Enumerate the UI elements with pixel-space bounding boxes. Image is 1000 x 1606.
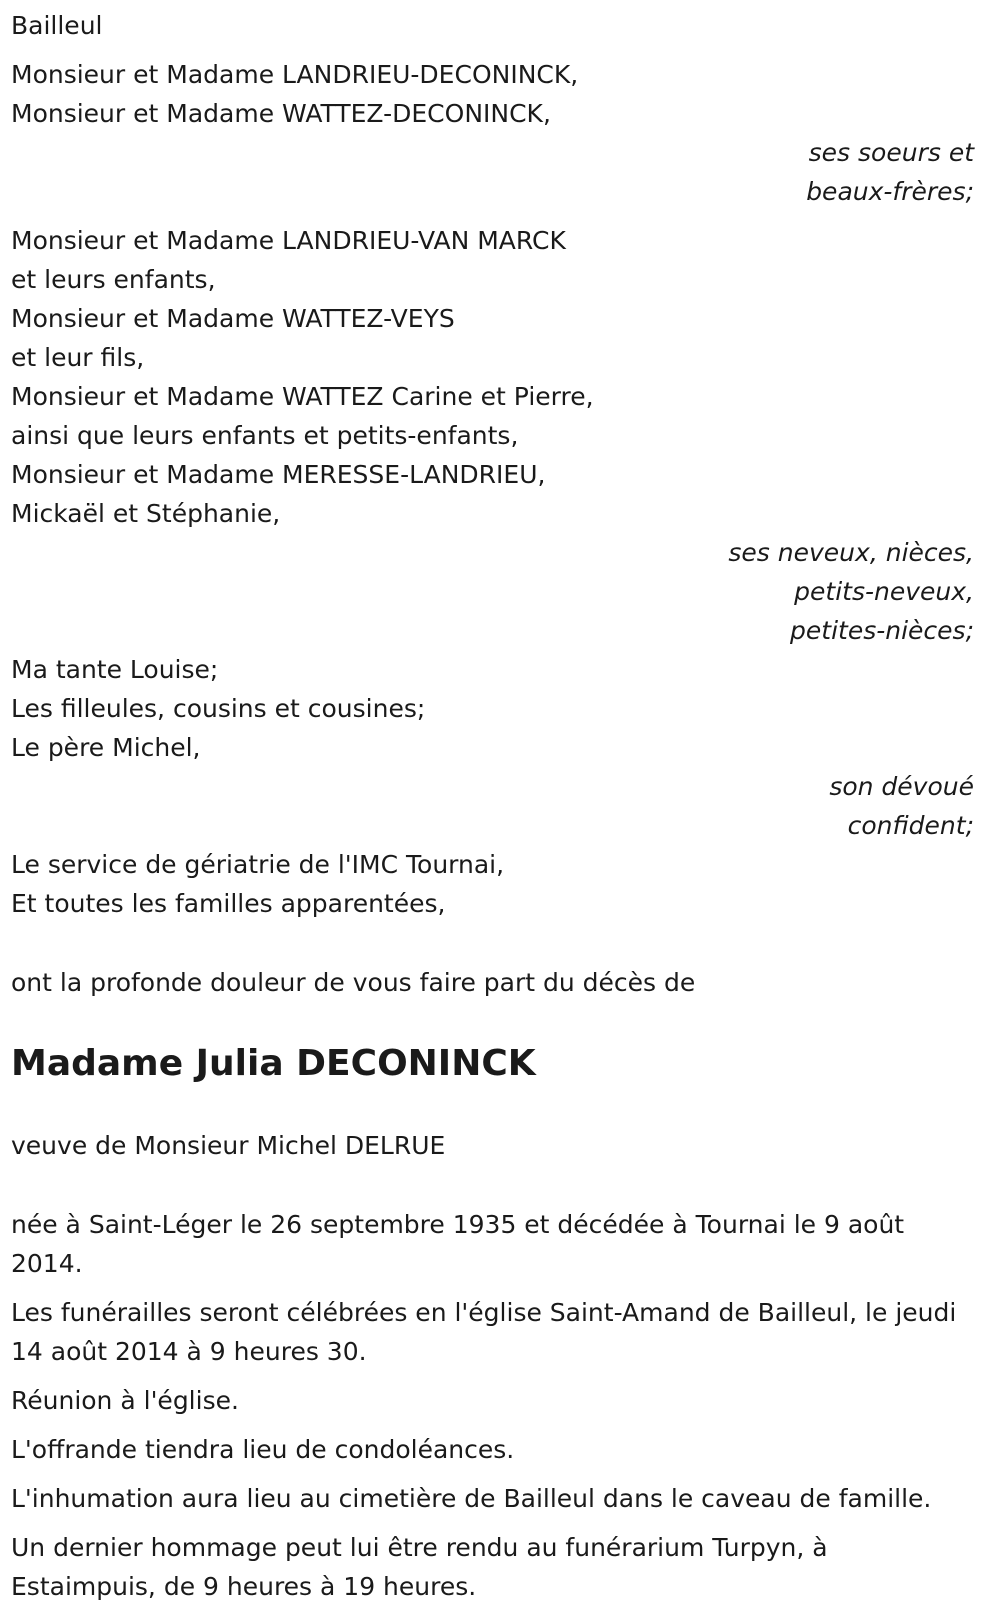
family-line: Le père Michel, bbox=[11, 733, 201, 762]
family-line: Monsieur et Madame MERESSE-LANDRIEU, bbox=[11, 460, 546, 489]
offering-text: L'offrande tiendra lieu de condoléances. bbox=[11, 1435, 515, 1464]
family-line: Les filleules, cousins et cousines; bbox=[11, 694, 426, 723]
relation-label: ses neveux, nièces, bbox=[728, 538, 974, 567]
family-group-others bbox=[11, 650, 974, 845]
relation-label: petits-neveux, bbox=[794, 577, 974, 606]
funeral-details bbox=[11, 1205, 974, 1606]
relation-label: ses soeurs et bbox=[808, 138, 974, 167]
meeting-text: Réunion à l'église. bbox=[11, 1386, 239, 1415]
relation-label: petites-nièces; bbox=[790, 616, 974, 645]
family-group-service bbox=[11, 845, 974, 923]
family-group-sisters bbox=[11, 55, 974, 211]
tribute-text: Un dernier hommage peut lui être rendu au funérarium Turpyn, à Estaimpuis, de 9 heures à 19 heures. bbox=[11, 1533, 828, 1601]
family-line: Mickaël et Stéphanie, bbox=[11, 499, 281, 528]
family-line: Monsieur et Madame WATTEZ-VEYS bbox=[11, 304, 455, 333]
family-line: Monsieur et Madame LANDRIEU-DECONINCK, bbox=[11, 60, 579, 89]
family-line: ainsi que leurs enfants et petits-enfants, bbox=[11, 421, 519, 450]
family-line: Le service de gériatrie de l'IMC Tournai, bbox=[11, 850, 505, 879]
family-line: Et toutes les familles apparentées, bbox=[11, 889, 446, 918]
relation-label: beaux-frères; bbox=[806, 177, 974, 206]
birth-death-text: née à Saint-Léger le 26 septembre 1935 et décédée à Tournai le 9 août 2014. bbox=[11, 1210, 905, 1278]
family-line: Monsieur et Madame WATTEZ Carine et Pierre, bbox=[11, 382, 594, 411]
funeral-text: Les funérailles seront célébrées en l'église Saint-Amand de Bailleul, le jeudi 14 août 2014 à 9 heures 30. bbox=[11, 1298, 957, 1366]
family-line: Ma tante Louise; bbox=[11, 655, 219, 684]
family-line: et leurs enfants, bbox=[11, 265, 216, 294]
burial-text: L'inhumation aura lieu au cimetière de Bailleul dans le caveau de famille. bbox=[11, 1484, 932, 1513]
family-line: et leur fils, bbox=[11, 343, 145, 372]
announcement-text: ont la profonde douleur de vous faire part du décès de bbox=[11, 968, 696, 997]
place-name: Bailleul bbox=[11, 11, 103, 40]
family-line: Monsieur et Madame LANDRIEU-VAN MARCK bbox=[11, 226, 566, 255]
deceased-name: Madame Julia DECONINCK bbox=[11, 1043, 536, 1084]
widow-of-text: veuve de Monsieur Michel DELRUE bbox=[11, 1131, 446, 1160]
family-line: Monsieur et Madame WATTEZ-DECONINCK, bbox=[11, 99, 551, 128]
relation-label: son dévoué bbox=[829, 772, 974, 801]
family-group-nephews bbox=[11, 221, 974, 650]
relation-label: confident; bbox=[847, 811, 974, 840]
